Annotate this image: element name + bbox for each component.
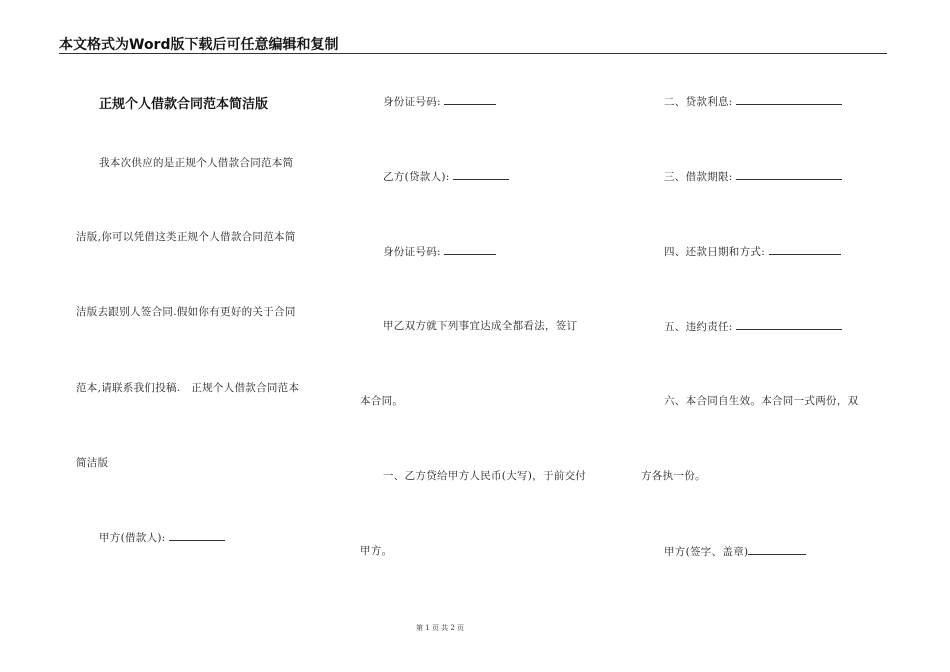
term-field: [664, 168, 842, 184]
borrower-field: [99, 529, 225, 545]
copies-line: 方各执一份。: [641, 470, 706, 482]
agreement-line-2: 本合同。: [360, 395, 404, 407]
id-number-label-1: 身份证号码:: [383, 96, 441, 108]
term-label: 三、借款期限:: [664, 171, 733, 183]
interest-blank: [736, 93, 842, 105]
intro-line-2: 洁版,你可以凭借这类正规个人借款合同范本简: [76, 231, 296, 243]
clause-1-line-1: 一、乙方贷给甲方人民币(大写)，于前交付: [383, 470, 587, 482]
repayment-blank: [769, 243, 841, 255]
intro-line-3: 洁版去跟别人签合同.假如你有更好的关于合同: [76, 306, 296, 318]
lender-field: [383, 168, 509, 184]
borrower-label: 甲方(借款人):: [99, 532, 166, 544]
page-number: 第 1 页 共 2 页: [415, 624, 465, 632]
signature-label: 甲方(签字、盖章): [664, 546, 749, 558]
repayment-field: [664, 243, 841, 259]
clause-1-line-2: 甲方。: [360, 545, 393, 557]
intro-line-1: 我本次供应的是正规个人借款合同范本简: [99, 157, 294, 169]
header-rule: [59, 53, 887, 54]
id-number-field-2: [383, 243, 496, 259]
signature-field: [664, 543, 806, 559]
breach-blank: [736, 318, 842, 330]
intro-line-4: 范本,请联系我们投稿. 正规个人借款合同范本: [76, 382, 300, 394]
signature-blank: [748, 543, 806, 555]
breach-label: 五、违约责任:: [664, 321, 733, 333]
effect-line: 六、本合同自生效。本合同一式两份，双: [664, 395, 859, 407]
id-number-blank-1: [444, 93, 496, 105]
lender-blank: [453, 168, 509, 180]
repayment-label: 四、还款日期和方式:: [664, 246, 766, 258]
id-number-label-2: 身份证号码:: [383, 246, 441, 258]
intro-line-5: 简洁版: [76, 457, 109, 469]
breach-field: [664, 318, 842, 334]
interest-label: 二、贷款利息:: [664, 96, 733, 108]
borrower-blank: [169, 529, 225, 541]
id-number-field-1: [383, 93, 496, 109]
document-header: 本文格式为Word版下载后可任意编辑和复制: [59, 37, 339, 53]
term-blank: [736, 168, 842, 180]
id-number-blank-2: [444, 243, 496, 255]
interest-field: [664, 93, 842, 109]
lender-label: 乙方(贷款人):: [383, 171, 450, 183]
document-title: 正规个人借款合同范本简洁版: [99, 97, 269, 112]
agreement-line-1: 甲乙双方就下列事宜达成全都看法，签订: [383, 320, 578, 332]
